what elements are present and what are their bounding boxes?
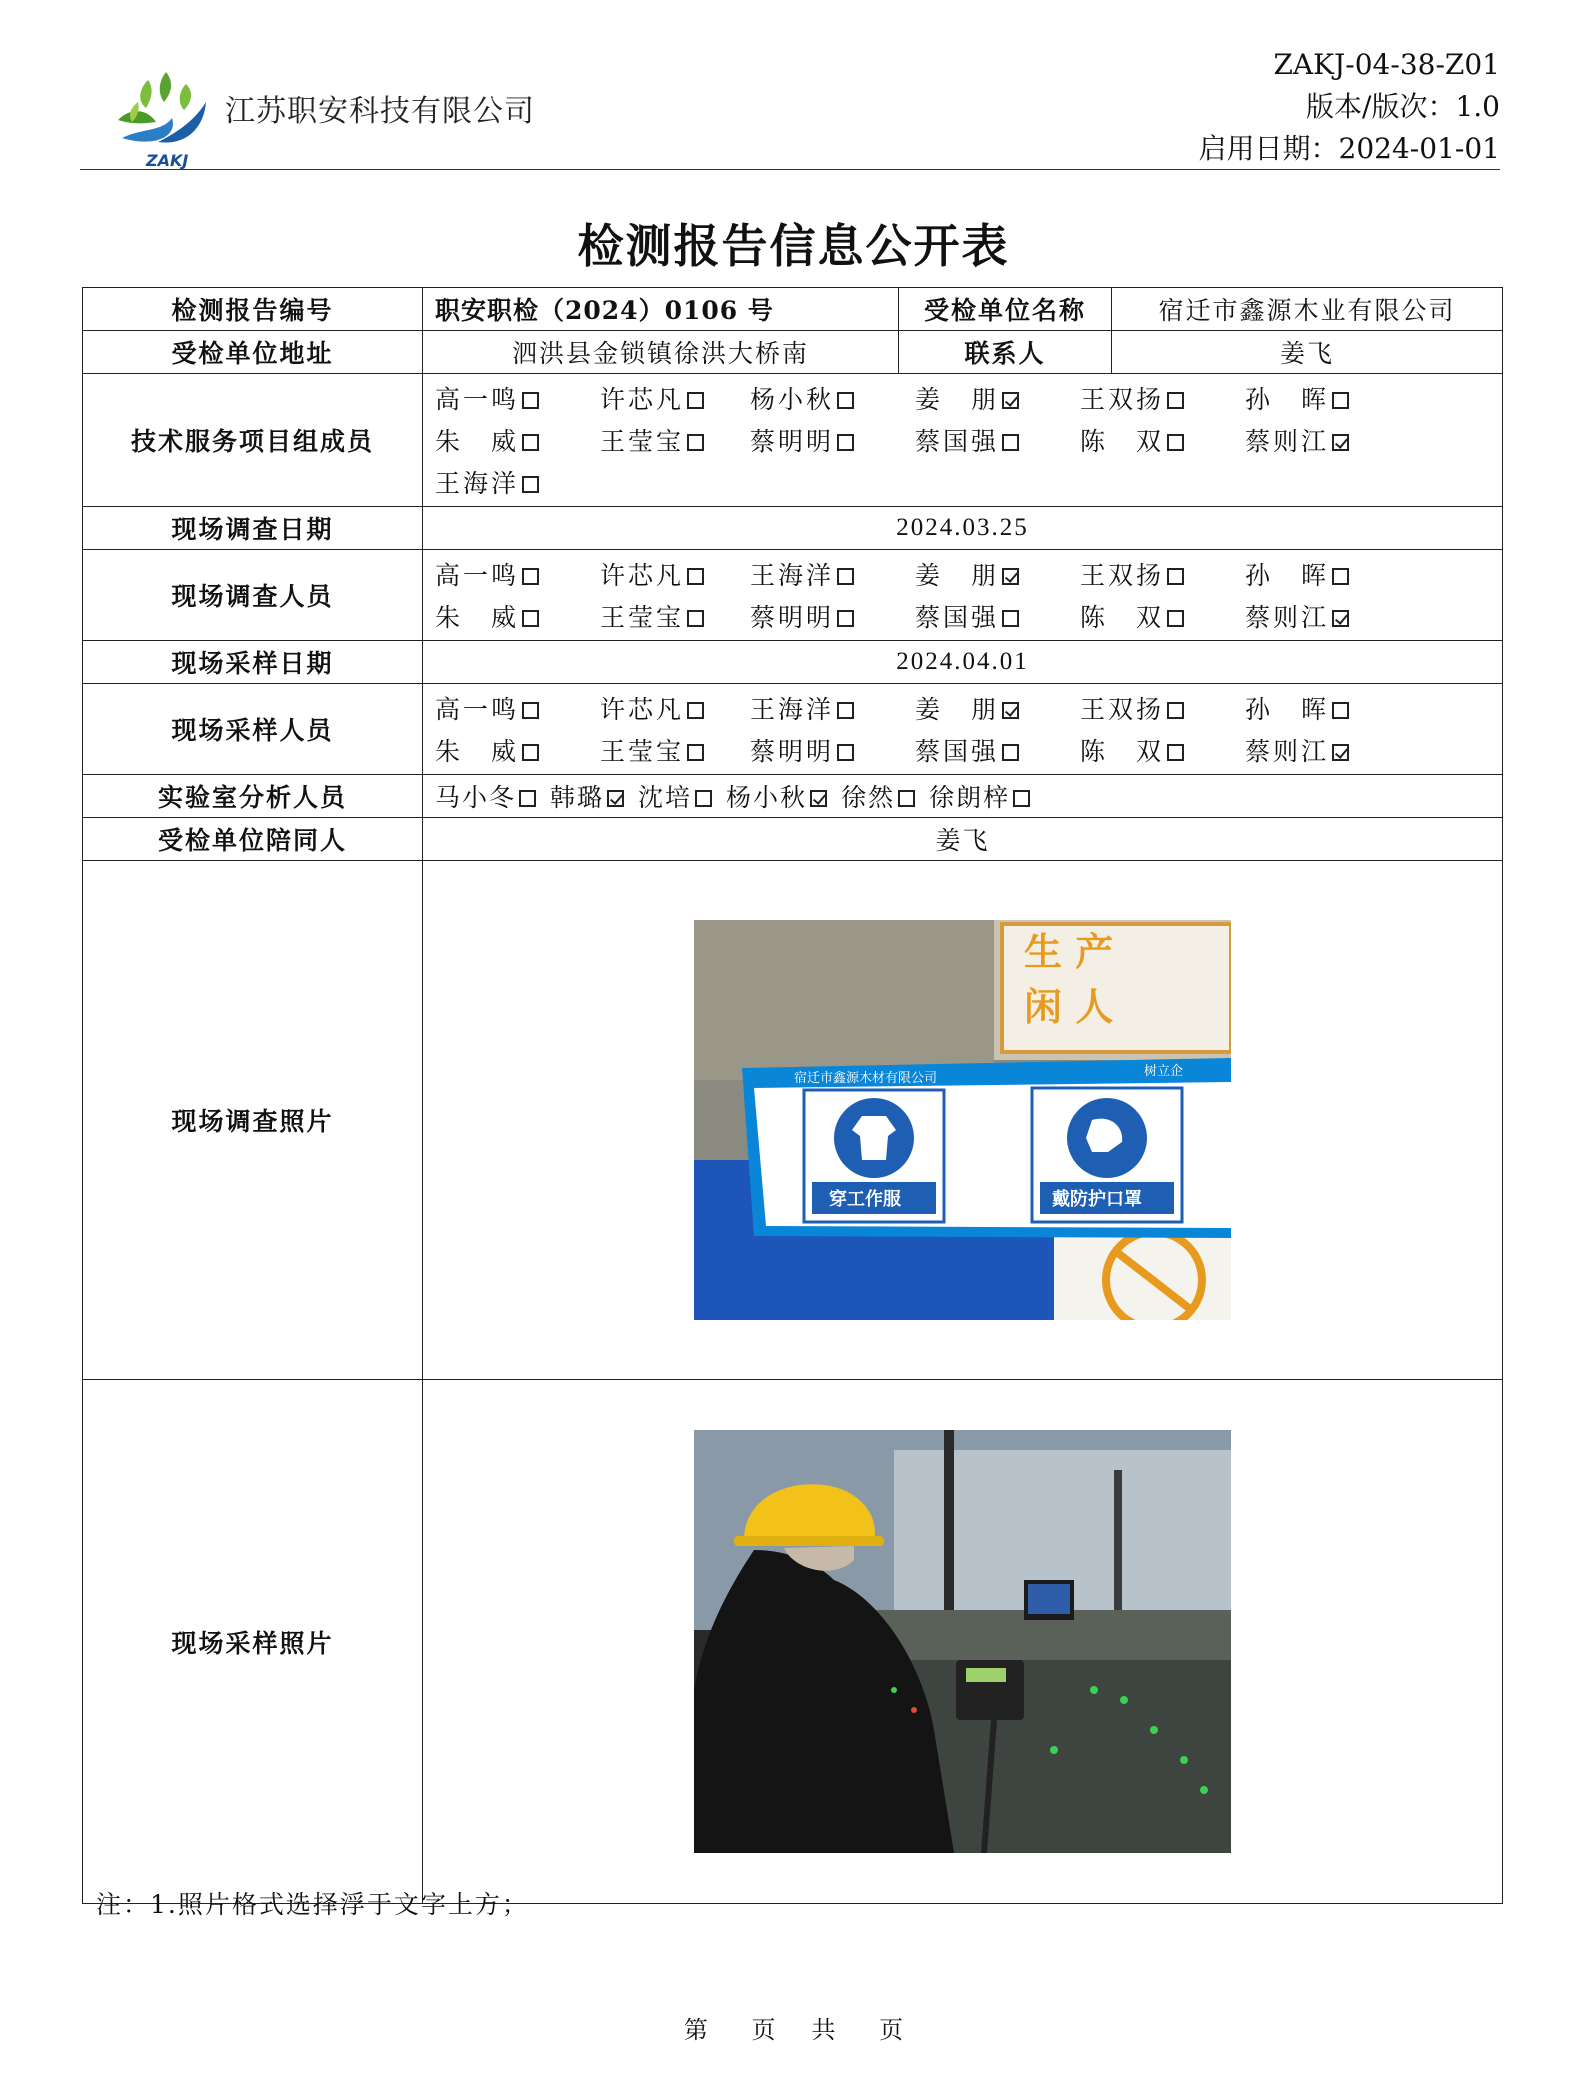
person-name: 陈 双 [1080,603,1165,632]
empty-checkbox-icon [687,434,704,451]
escort-label: 受检单位陪同人 [83,818,423,861]
empty-checkbox-icon [837,568,854,585]
page-label: 第 [683,2016,708,2044]
total-label: 共 [811,2016,836,2044]
person-entry [435,464,600,500]
person-entry [750,732,915,768]
escort-value: 姜飞 [423,818,1503,861]
empty-checkbox-icon [837,702,854,719]
person-entry [915,422,1080,458]
empty-checkbox-icon [1167,434,1184,451]
checked-box-icon [1332,434,1349,451]
checked-box-icon [607,790,624,807]
person-entry [600,422,750,458]
person-name: 徐然 [841,783,896,812]
checked-box-icon [1332,610,1349,627]
effective-date: 启用日期：2024-01-01 [1198,132,1500,165]
empty-checkbox-icon [687,568,704,585]
checked-box-icon [1002,568,1019,585]
empty-checkbox-icon [1167,702,1184,719]
empty-checkbox-icon [522,434,539,451]
empty-checkbox-icon [687,392,704,409]
person-name: 王双扬 [1080,561,1165,590]
person-name: 朱 威 [435,737,520,766]
survey-staff-list [435,550,1490,640]
person-name: 沈培 [638,783,693,812]
team-label: 技术服务项目组成员 [83,374,423,507]
survey-photo-label: 现场调查照片 [83,861,423,1380]
survey-photo [694,920,1231,1320]
info-table [82,287,1503,1904]
person-entry [750,556,915,592]
person-name: 许芯凡 [600,695,685,724]
person-entry [915,556,1080,592]
person-entry [726,783,827,812]
sampling-staff-label: 现场采样人员 [83,684,423,775]
empty-checkbox-icon [1002,434,1019,451]
report-number-label: 检测报告编号 [83,288,423,331]
empty-checkbox-icon [1167,392,1184,409]
person-name: 韩璐 [550,783,605,812]
sampling-staff-row [83,684,1503,775]
empty-checkbox-icon [522,744,539,761]
person-entry [1245,598,1405,634]
footnote: 注：1.照片格式选择浮于文字上方； [96,1890,529,1919]
checked-box-icon [810,790,827,807]
empty-checkbox-icon [1332,392,1349,409]
person-entry [915,732,1080,768]
person-name: 陈 双 [1080,427,1165,456]
person-name: 许芯凡 [600,385,685,414]
person-entry [600,380,750,416]
person-entry [435,380,600,416]
person-name: 王莹宝 [600,737,685,766]
person-name: 王海洋 [435,469,520,498]
person-entry [750,380,915,416]
person-entry [435,783,536,812]
company-logo [108,62,218,172]
person-entry [750,598,915,634]
person-entry [1080,598,1245,634]
empty-checkbox-icon [1002,610,1019,627]
page-unit-label: 页 [751,2016,776,2044]
sampling-date-value: 2024.04.01 [423,641,1503,684]
inspected-unit-value: 宿迁市鑫源木业有限公司 [1112,288,1503,331]
person-name: 朱 威 [435,427,520,456]
report-number-value: 职安职检（2024）0106 号 [423,288,899,331]
survey-date-row [83,507,1503,550]
person-name: 孙 晖 [1245,385,1330,414]
svg-text:穿工作服: 穿工作服 [829,1189,901,1210]
empty-checkbox-icon [837,392,854,409]
empty-checkbox-icon [522,702,539,719]
sampling-photo-row [83,1380,1503,1904]
empty-checkbox-icon [1167,610,1184,627]
person-name: 王双扬 [1080,385,1165,414]
empty-checkbox-icon [519,790,536,807]
contact-label: 联系人 [899,331,1112,374]
person-entry [915,380,1080,416]
empty-checkbox-icon [1013,790,1030,807]
person-entry [750,422,915,458]
inspected-unit-label: 受检单位名称 [899,288,1112,331]
person-entry [1245,422,1405,458]
document-meta [1199,44,1500,170]
person-name: 蔡国强 [915,427,1000,456]
person-name: 王莹宝 [600,603,685,632]
person-entry [915,598,1080,634]
person-name: 蔡则江 [1245,737,1330,766]
page-title: 检测报告信息公开表 [577,219,1010,273]
person-entry [435,732,600,768]
person-entry [435,598,600,634]
person-name: 孙 晖 [1245,695,1330,724]
person-name: 蔡明明 [750,603,835,632]
person-name: 王海洋 [750,695,835,724]
survey-date-value: 2024.03.25 [423,507,1503,550]
person-name: 姜 朋 [915,695,1000,724]
sampling-staff-list [435,684,1490,774]
doc-version: 版本/版次：1.0 [1306,90,1500,123]
person-entry [750,690,915,726]
lab-staff-label: 实验室分析人员 [83,775,423,818]
person-entry [600,732,750,768]
empty-checkbox-icon [522,610,539,627]
person-name: 姜 朋 [915,561,1000,590]
total-unit-label: 页 [879,2016,904,2044]
person-entry [600,598,750,634]
person-name: 杨小秋 [750,385,835,414]
team-list [435,374,1490,506]
empty-checkbox-icon [837,610,854,627]
person-name: 蔡明明 [750,427,835,456]
empty-checkbox-icon [522,568,539,585]
empty-checkbox-icon [898,790,915,807]
lab-staff-row [83,775,1503,818]
person-entry [841,783,915,812]
svg-text:生 产: 生 产 [1024,930,1114,974]
person-entry [638,783,712,812]
empty-checkbox-icon [687,610,704,627]
sampling-date-row [83,641,1503,684]
empty-checkbox-icon [837,434,854,451]
address-label: 受检单位地址 [83,331,423,374]
person-entry [915,690,1080,726]
person-entry [435,422,600,458]
empty-checkbox-icon [1167,568,1184,585]
checked-box-icon [1002,392,1019,409]
sampling-photo-label: 现场采样照片 [83,1380,423,1904]
empty-checkbox-icon [837,744,854,761]
page-header [80,40,1500,170]
company-name: 江苏职安科技有限公司 [225,94,535,129]
person-name: 陈 双 [1080,737,1165,766]
person-entry [1080,690,1245,726]
person-name: 高一鸣 [435,385,520,414]
header-divider [80,169,1500,170]
person-name: 孙 晖 [1245,561,1330,590]
svg-text:树立企: 树立企 [1144,1064,1184,1079]
person-name: 蔡国强 [915,737,1000,766]
escort-row [83,818,1503,861]
person-name: 蔡则江 [1245,603,1330,632]
person-entry [550,783,624,812]
person-entry [1245,690,1405,726]
person-name: 杨小秋 [726,783,808,812]
person-entry [435,690,600,726]
person-entry [1080,556,1245,592]
person-name: 蔡国强 [915,603,1000,632]
person-name: 朱 威 [435,603,520,632]
person-entry [1245,556,1405,592]
address-value: 泗洪县金锁镇徐洪大桥南 [423,331,899,374]
empty-checkbox-icon [522,476,539,493]
svg-text:戴防护口罩: 戴防护口罩 [1052,1189,1142,1210]
person-entry [435,556,600,592]
person-name: 马小冬 [435,783,517,812]
contact-value: 姜飞 [1112,331,1503,374]
page-footer [0,2010,1587,2045]
person-name: 姜 朋 [915,385,1000,414]
doc-code: ZAKJ-04-38-Z01 [1273,48,1500,81]
lab-staff-list [435,778,1490,814]
empty-checkbox-icon [1002,744,1019,761]
empty-checkbox-icon [1332,568,1349,585]
person-entry [1245,380,1405,416]
person-name: 许芯凡 [600,561,685,590]
person-entry [600,556,750,592]
svg-text:宿迁市鑫源木材有限公司: 宿迁市鑫源木材有限公司 [794,1071,938,1086]
person-name: 蔡明明 [750,737,835,766]
person-name: 王莹宝 [600,427,685,456]
empty-checkbox-icon [695,790,712,807]
person-name: 徐朗梓 [929,783,1011,812]
sampling-date-label: 现场采样日期 [83,641,423,684]
survey-date-label: 现场调查日期 [83,507,423,550]
report-number-row [83,288,1503,331]
person-entry [1245,732,1405,768]
empty-checkbox-icon [1332,702,1349,719]
person-entry [1080,422,1245,458]
person-entry [1080,380,1245,416]
person-name: 高一鸣 [435,561,520,590]
svg-text:ZAKJ: ZAKJ [146,151,189,170]
address-row [83,331,1503,374]
survey-staff-row [83,550,1503,641]
person-name: 王双扬 [1080,695,1165,724]
team-row [83,374,1503,507]
person-entry [929,783,1030,812]
person-name: 王海洋 [750,561,835,590]
person-name: 高一鸣 [435,695,520,724]
person-name: 蔡则江 [1245,427,1330,456]
empty-checkbox-icon [1167,744,1184,761]
checked-box-icon [1002,702,1019,719]
checked-box-icon [1332,744,1349,761]
empty-checkbox-icon [522,392,539,409]
person-entry [600,690,750,726]
empty-checkbox-icon [687,744,704,761]
sampling-photo [694,1430,1231,1853]
survey-staff-label: 现场调查人员 [83,550,423,641]
survey-photo-row [83,861,1503,1380]
svg-text:闲 人: 闲 人 [1024,985,1114,1029]
empty-checkbox-icon [687,702,704,719]
person-entry [1080,732,1245,768]
